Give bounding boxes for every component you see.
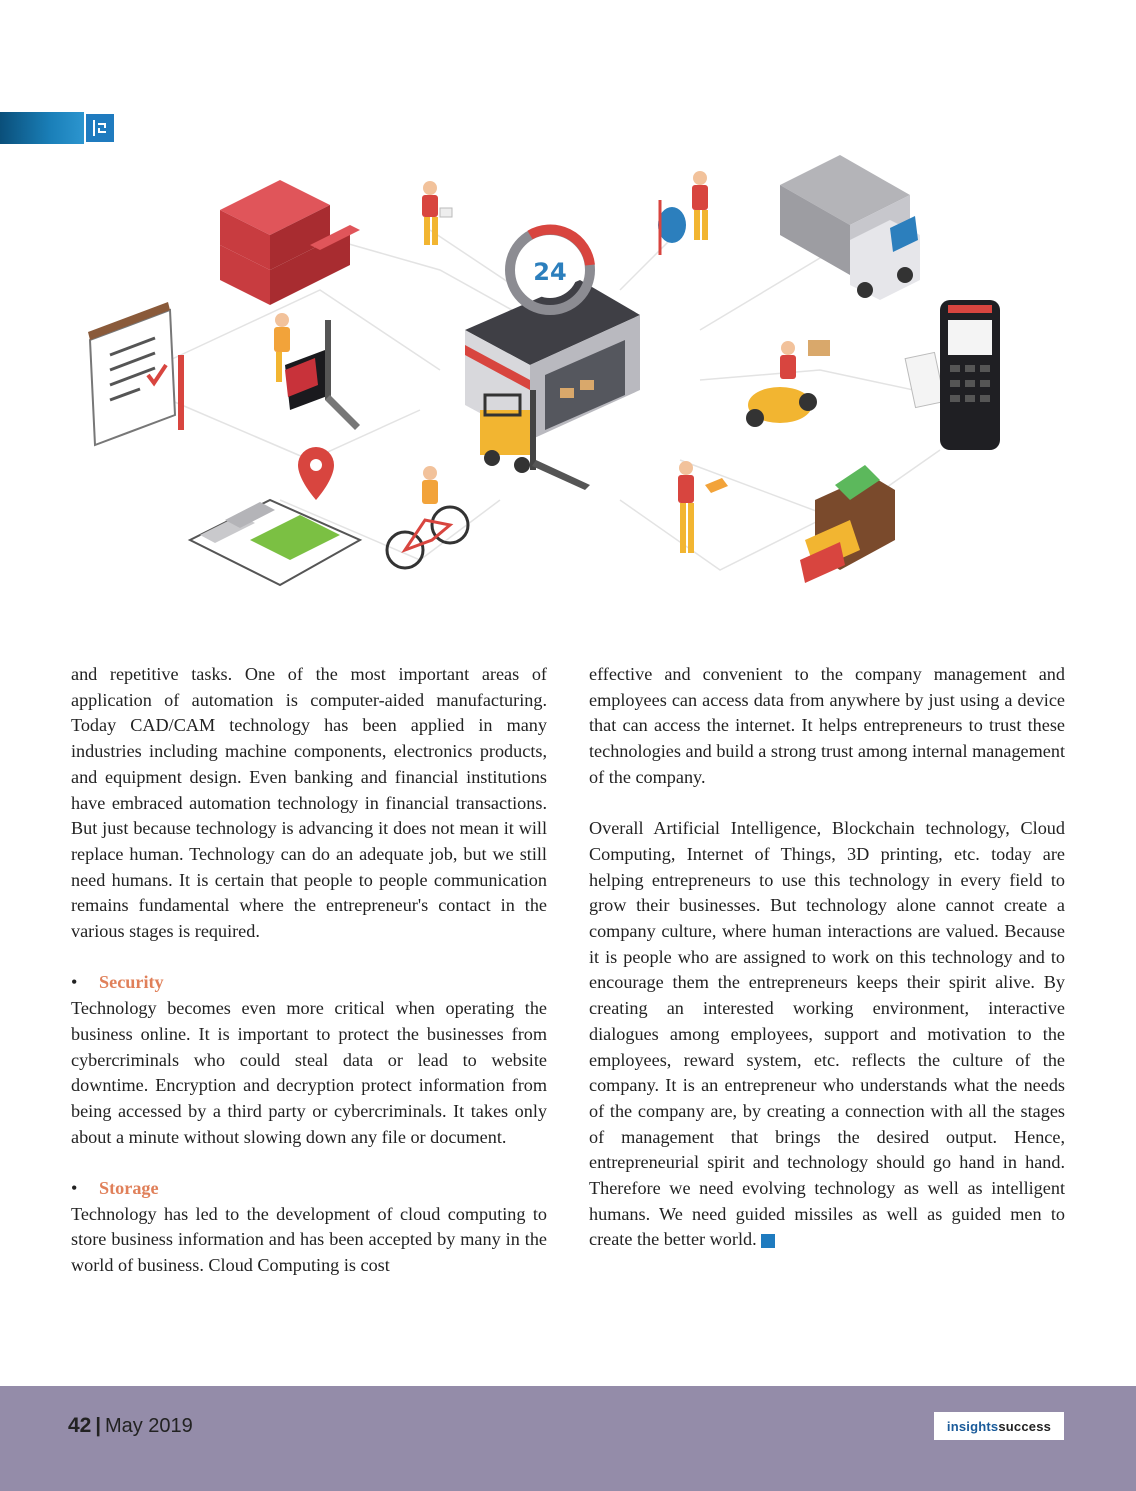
hand-truck-worker-icon [658, 171, 708, 255]
bicycle-courier-icon [387, 466, 468, 568]
courier-walking-icon [422, 181, 452, 245]
logo-part-1: insights [946, 1418, 999, 1434]
right-column [589, 662, 1065, 1253]
barcode-scanner-icon [905, 300, 1000, 450]
publication-logo [934, 1412, 1064, 1440]
scooter-courier-icon [746, 340, 830, 427]
security-heading [71, 970, 547, 996]
closing-paragraph-text: Overall Artificial Intelligence, Blockchain technology, Cloud Computing, Internet of Things, 3D printing, etc. today are helping entrepreneurs to use this technology in every field to grow their businesses. But technology alone cannot create a company culture, where human interactions are valued. Because it is people who are assigned to work on this technology and to encourage them the entrepreneurs keeps their spirit alive. By creating an interested working environment, interactive dialogues among employees, support and motivation to the employees, reward system, etc. reflects the culture of the company. It is an entrepreneur who understands what the needs of the company are, by creating a connection with all the stages of management that brings the desired output. Hence, entrepreneurial spirit and technology should go hand in hand. Therefore we need evolving technology as well as intelligent humans. We need guided missiles as well as guided men to create the better world. [589, 818, 1065, 1250]
security-heading-text: Security [99, 972, 164, 993]
storage-heading [71, 1176, 547, 1202]
body-paragraph: and repetitive tasks. One of the most important areas of application of automation is computer-aided manufacturing. Today CAD/CAM technology has been applied in many industries including machine components, electronics products, and equipment design. Even banking and financial institutions have embraced automation technology in financial transactions. But just because technology is advancing it does not mean it will replace human. Technology can do an adequate job, but we still need humans. It is certain that people to people communication remains fundamental where the entrepreneur's contact in the various stages is required. [71, 664, 547, 942]
warehouse-24h-icon [465, 229, 640, 440]
brand-mark-icon [86, 114, 114, 142]
logo-part-2: success [998, 1418, 1052, 1434]
page-number: 42 [68, 1414, 92, 1437]
article-end-icon [761, 1234, 775, 1248]
delivery-truck-icon [780, 155, 920, 300]
clock-label: 24 [533, 258, 567, 286]
wallet-payment-icon [800, 465, 895, 583]
security-paragraph: Technology becomes even more critical when operating the business online. It is important to protect the businesses from cybercriminals who could steal data or lead to website downtime. Encryption and decryption protect information from being accessed by a third party or cybercriminals. It takes only about a minute without slowing down any file or document. [71, 998, 547, 1147]
shipping-containers-icon [220, 180, 360, 305]
page-folio [68, 1414, 193, 1438]
pallet-jack-worker-icon [274, 313, 360, 430]
storage-paragraph: Technology has led to the development of cloud computing to store business information and has been accepted by many in the world of business. Cloud Computing is cost [71, 1203, 547, 1276]
body-paragraph: effective and convenient to the company management and employees can access data from anywhere by just using a device that can access the internet. It helps entrepreneurs to trust these technologies and build a strong trust among internal management of the company. [589, 664, 1065, 787]
logistics-illustration [60, 140, 1060, 610]
city-map-pin-icon [190, 447, 360, 585]
clipboard-checklist-icon [88, 302, 184, 445]
issue-date: May 2019 [104, 1415, 193, 1437]
closing-paragraph [589, 816, 1065, 1253]
bullet-glyph: • [71, 1178, 78, 1199]
left-column [71, 662, 547, 1279]
folio-separator: | [95, 1415, 101, 1437]
storage-heading-text: Storage [99, 1178, 159, 1199]
bullet-glyph: • [71, 972, 78, 993]
